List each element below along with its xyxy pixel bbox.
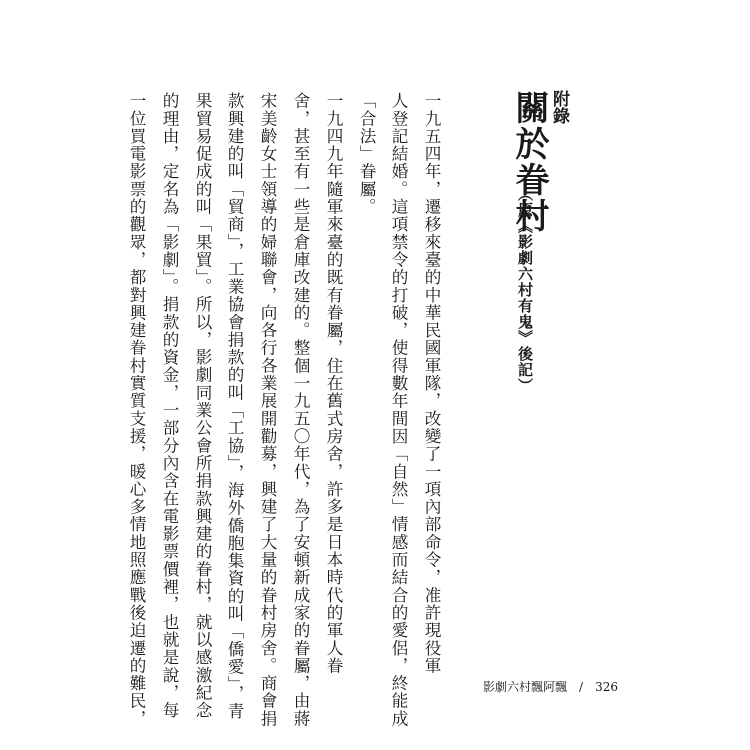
page-number: 326 xyxy=(595,680,618,694)
page-footer xyxy=(483,678,618,695)
text-column: 一九四九年隨軍來臺的既有眷屬，住在舊式房舍，許多是日本時代的軍人眷 xyxy=(324,92,343,675)
chapter-subtitle: （原《影劇六村有鬼》後記） xyxy=(516,186,534,394)
text-column: 款興建的叫「貿商」，工業協會捐款的叫「工協」，海外僑胞集資的叫「僑愛」，青 xyxy=(225,92,244,721)
appendix-label: 附錄 xyxy=(549,90,569,124)
text-column: 人登記結婚。這項禁令的打破，使得數年間因「自然」情感而結合的愛侶，終能成 xyxy=(389,92,408,728)
text-column: 舍，甚至有一些是倉庫改建的。整個一九五〇年代，為了安頓新成家的眷屬，由蔣 xyxy=(291,92,310,728)
text-column: 的理由，定名為「影劇」。捐款的資金，一部分內含在電影票價裡，也就是說，每 xyxy=(160,92,179,720)
running-title: 影劇六村飄阿飄 xyxy=(483,680,568,694)
text-column: 「合法」眷屬。 xyxy=(357,92,376,216)
text-column: 宋美齡女士領導的婦聯會，向各行各業展開勸募，興建了大量的眷村房舍。商會捐 xyxy=(258,92,277,728)
text-column: 果貿易促成的叫「果貿」。所以，影劇同業公會所捐款興建的眷村，就以感激紀念 xyxy=(193,92,212,720)
text-column: 一九五四年，遷移來臺的中華民國軍隊，改變了一項內部命令，准許現役軍 xyxy=(422,92,441,675)
text-column: 一位買電影票的觀眾，都對興建眷村實質支援，暖心多情地照應戰後迫遷的難民， xyxy=(127,92,146,728)
footer-separator: / xyxy=(579,680,584,694)
chapter-title: 關於眷村 xyxy=(509,90,549,234)
